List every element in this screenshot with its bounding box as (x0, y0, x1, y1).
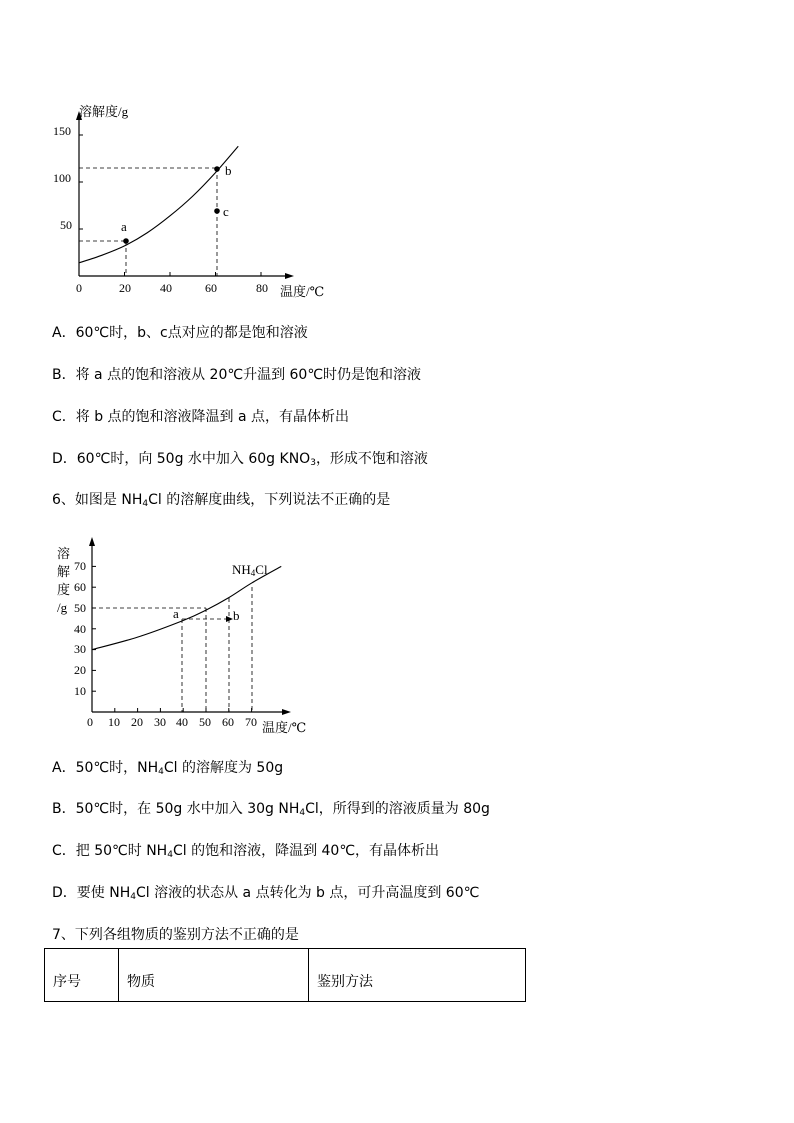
chart2-xtick-20: 20 (131, 715, 143, 729)
chart2-arrow-to-b (226, 616, 233, 622)
chart2-xtick-60: 60 (222, 715, 234, 729)
q5-option-d-text: D．60℃时，向 50g 水中加入 60g KNO (52, 451, 311, 467)
chart2-curve-label-nh: NH (232, 562, 251, 577)
chart2-xtick-0: 0 (87, 715, 93, 729)
chart2-ylabel-2: 解 (57, 564, 71, 579)
chart2-ytick-70: 70 (74, 559, 86, 573)
q5-option-b[interactable]: B．将 a 点的饱和溶液从 20℃升温到 60℃时仍是饱和溶液 (52, 367, 422, 383)
chart2-label-b: b (233, 608, 240, 623)
q5-option-c[interactable]: C．将 b 点的饱和溶液降温到 a 点，有晶体析出 (52, 409, 350, 425)
chart2-xtick-50: 50 (199, 715, 211, 729)
chart1-ytick-100: 100 (53, 171, 71, 185)
chart1-label-a: a (121, 219, 127, 234)
q6-option-a[interactable] (52, 759, 283, 781)
q5-option-d-tail: ，形成不饱和溶液 (315, 451, 428, 467)
chart1-label-c: c (223, 204, 229, 219)
q6-option-a-tail: Cl 的溶解度为 50g (163, 760, 284, 776)
chart1-point-b (214, 166, 220, 172)
q6-stem-sub: 4 (142, 499, 149, 509)
q6-option-d-sub: 4 (130, 892, 136, 902)
q5-option-d[interactable] (52, 450, 428, 472)
chart2-xtick-30: 30 (154, 715, 166, 729)
chart1-xtick-60: 60 (205, 281, 217, 295)
chart2-xtick-40: 40 (176, 715, 188, 729)
table-header-method: 鉴别方法 (309, 949, 526, 1002)
chart1-ytick-50: 50 (60, 218, 72, 232)
chart2-curve-label (232, 562, 268, 578)
chart2-xtick-10: 10 (108, 715, 120, 729)
chart2-ytick-30: 30 (74, 642, 86, 656)
chart1-label-b: b (225, 163, 232, 178)
chart2-ylabel-1: 溶 (57, 546, 71, 561)
q5-option-d-sub: 3 (310, 458, 316, 468)
chart2-ylabel-4: /g (57, 600, 68, 615)
chart2-ytick-20: 20 (74, 663, 86, 677)
chart2-ylabel-3: 度 (57, 582, 71, 597)
chart1-xtick-0: 0 (76, 281, 82, 295)
q6-option-b[interactable] (52, 800, 490, 822)
q6-option-a-sub: 4 (158, 767, 164, 777)
q6-option-d-text: D．要使 NH (52, 885, 131, 901)
chart1-xtick-40: 40 (160, 281, 172, 295)
chart1-point-c (214, 208, 220, 214)
solubility-chart-2 (0, 520, 794, 750)
chart1-x-label: 温度/℃ (280, 284, 325, 299)
q6-stem (52, 491, 390, 513)
chart1-xtick-20: 20 (119, 281, 131, 295)
q6-option-a-text: A．50℃时，NH (52, 760, 159, 776)
chart2-ytick-50: 50 (74, 601, 86, 615)
chart2-curve-label-cl: Cl (255, 562, 268, 577)
q7-table (44, 948, 526, 1002)
q5-option-a[interactable]: A．60℃时，b、c点对应的都是饱和溶液 (52, 325, 308, 341)
q6-option-b-sub: 4 (299, 808, 306, 818)
chart2-ytick-60: 60 (74, 580, 86, 594)
table-header-substance: 物质 (119, 949, 309, 1002)
q6-option-b-text: B．50℃时，在 50g 水中加入 30g NH (52, 801, 300, 817)
chart1-x-arrow (285, 273, 294, 279)
q6-option-c-sub: 4 (167, 850, 173, 860)
chart1-ytick-150: 150 (53, 124, 71, 138)
chart2-ytick-40: 40 (74, 622, 86, 636)
q6-option-c-text: C．把 50℃时 NH (52, 843, 168, 859)
q6-option-d[interactable] (52, 884, 479, 906)
chart2-xtick-70: 70 (245, 715, 257, 729)
chart2-x-arrow (282, 709, 291, 715)
chart1-xtick-80: 80 (256, 281, 268, 295)
q6-option-c-tail: Cl 的饱和溶液，降温到 40℃，有晶体析出 (172, 843, 440, 859)
chart2-ticks (92, 566, 252, 712)
q6-option-c[interactable] (52, 842, 439, 864)
solubility-chart-1 (0, 0, 794, 320)
table-header-number: 序号 (45, 949, 119, 1002)
chart1-curve-series (79, 146, 238, 263)
q6-option-b-tail: Cl，所得到的溶液质量为 80g (305, 801, 490, 817)
q7-stem: 7、下列各组物质的鉴别方法不正确的是 (52, 927, 299, 943)
table-header-row (45, 949, 526, 1002)
chart1-y-label: 溶解度/g (79, 104, 129, 119)
chart2-label-a: a (173, 606, 179, 621)
chart1-ticks (79, 135, 261, 276)
chart2-ytick-10: 10 (74, 684, 86, 698)
q6-stem-text: 6、如图是 NH (52, 492, 143, 508)
q6-stem-tail: Cl 的溶解度曲线，下列说法不正确的是 (148, 492, 391, 508)
q6-option-d-tail: Cl 溶液的状态从 a 点转化为 b 点，可升高温度到 60℃ (135, 885, 480, 901)
chart2-curve-label-sub: 4 (250, 568, 256, 578)
chart1-point-a (123, 238, 129, 244)
chart2-x-label: 温度/℃ (262, 720, 307, 735)
chart2-y-arrow (89, 537, 95, 546)
